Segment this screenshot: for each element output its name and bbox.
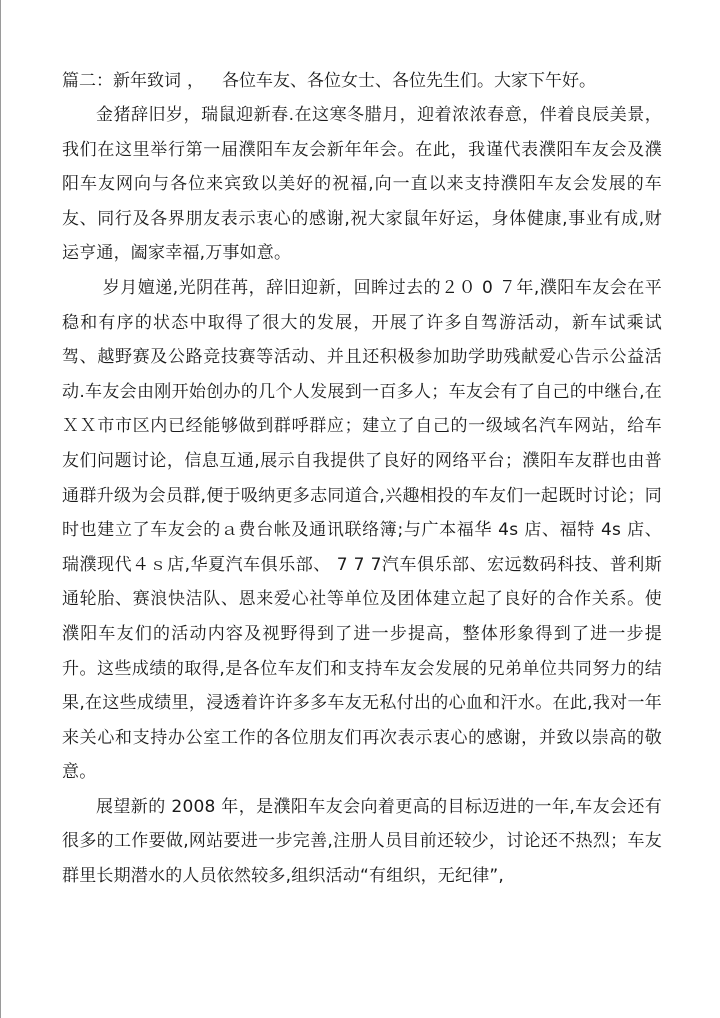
greeting-text: 各位车友、各位女士、各位先生们。大家下午好。 [222, 71, 596, 91]
paragraph-3: 展望新的 2008 年，是濮阳车友会向着更高的目标迈进的一年,车友会还有很多的工作要做,网站要进一步完善,注册人员目前还较少，讨论还不热烈；车友群里长期潜水的人员依然较多,组织活动“有组织，无纪律”, [62, 796, 662, 887]
document-title: 篇二：新年致词 [62, 71, 181, 91]
heading-line [62, 64, 662, 98]
title-separator: ， [187, 71, 204, 91]
paragraph-1: 金猪辞旧岁，瑞鼠迎新春.在这寒冬腊月，迎着浓浓春意，伴着良辰美景，我们在这里举行第一届濮阳车友会新年年会。在此，我谨代表濮阳车友会及濮阳车友网向与各位来宾致以美好的祝福,向一直以来支持濮阳车友会发展的车友、同行及各界朋友表示衷心的感谢,祝大家鼠年好运，身体健康,事业有成,财运亨通，阖家幸福,万事如意。 [62, 105, 662, 264]
document-body [62, 64, 662, 894]
paragraph-2: 岁月嬗递,光阴荏苒，辞旧迎新，回眸过去的２０ 0 ７年,濮阳车友会在平稳和有序的状态中取得了很大的发展，开展了许多自驾游活动，新车试乘试驾、越野赛及公路竞技赛等活动、并且还积极参加助学助残献爱心告示公益活动.车友会由刚开始创办的几个人发展到一百多人；车友会有了自己的中继台,在ＸＸ市市区内已经能够做到群呼群应；建立了自己的一级域名汽车网站，给车友们问题讨论，信息互通,展示自我提供了良好的网络平台；濮阳车友群也由普通群升级为会员群,便于吸纳更多志同道合,兴趣相投的车友们一起既时讨论；同时也建立了车友会的ａ费台帐及通讯联络簿;与广本福华 4s 店、福特 4s 店、瑞濮现代４ｓ店,华夏汽车俱乐部、 7 7 7汽车俱乐部、宏远数码科技、普利斯通轮胎、赛浪快洁队、恩来爱心社等单位及团体建立起了良好的合作关系。使濮阳车友们的活动内容及视野得到了进一步提高，整体形象得到了进一步提升。这些成绩的取得,是各位车友们和支持车友会发展的兄弟单位共同努力的结果,在这些成绩里，浸透着许许多多车友无私付出的心血和汗水。在此,我对一年来关心和支持办公室工作的各位朋友们再次表示衷心的感谢，并致以崇高的敬意。 [62, 277, 662, 783]
